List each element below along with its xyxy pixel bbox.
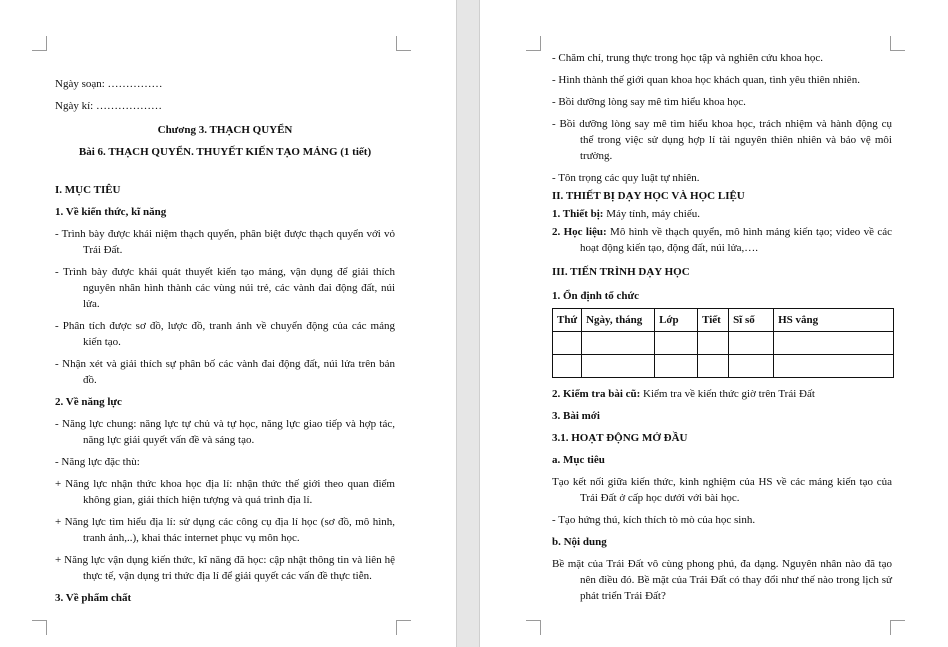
competence-item: + Năng lực vận dụng kiến thức, kĩ năng đã học: cập nhật thông tin và liên hệ thực tế, vận dụng tri thức địa lí để giải quyết các vấn đề thực tiễn. [55, 554, 395, 582]
crop-mark-bottom-left [32, 620, 47, 635]
lesson-title: Bài 6. THẠCH QUYỂN. THUYẾT KIẾN TẠO MẢNG (1 tiết) [78, 146, 372, 158]
date-signed: Ngày kí: ……………… [55, 100, 162, 112]
chapter-title: Chương 3. THẠCH QUYỂN [157, 124, 293, 136]
competence-item: - Năng lực đặc thù: [55, 456, 140, 468]
table-header-cell: Sĩ số [729, 309, 774, 332]
crop-mark-top-left [32, 36, 47, 51]
document-page-1 [0, 0, 456, 647]
objective-item: Tạo kết nối giữa kiến thức, kinh nghiệm của HS về các mảng kiến tạo của Trái Đất ở cấp học dưới với bài học. [552, 476, 892, 504]
knowledge-item: - Nhận xét và giải thích sự phân bố các vành đai động đất, núi lửa trên bản đồ. [55, 358, 395, 386]
competence-item: - Năng lực chung: năng lực tự chủ và tự học, năng lực giao tiếp và hợp tác, năng lực giải quyết vấn đề và sáng tạo. [55, 418, 395, 446]
materials-label: 2. Học liệu: [552, 226, 607, 238]
crop-mark-bottom-left [526, 620, 541, 635]
materials-text: Mô hình về thạch quyển, mô hình mảng kiến tạo; video về các hoạt động kiến tạo, động đất, núi lửa,…. [580, 226, 892, 254]
page-gap [456, 0, 480, 647]
review-label: 2. Kiểm tra bài cũ: [552, 388, 641, 400]
document-page-2 [480, 0, 948, 647]
section-equipment: II. THIẾT BỊ DẠY HỌC VÀ HỌC LIỆU [552, 190, 745, 202]
section-procedure: III. TIẾN TRÌNH DẠY HỌC [552, 266, 690, 278]
table-row [553, 332, 894, 355]
content-heading: b. Nội dung [552, 536, 607, 548]
section-objectives: I. MỤC TIÊU [55, 184, 121, 196]
activity-title: 3.1. HOẠT ĐỘNG MỞ ĐẦU [552, 432, 688, 444]
subsection-competence: 2. Về năng lực [55, 396, 122, 408]
objective-item: - Tạo hứng thú, kích thích tò mò của học sinh. [552, 514, 756, 526]
table-header-cell: Thứ [553, 309, 582, 332]
equipment-text: Máy tính, máy chiếu. [603, 208, 700, 220]
quality-item: - Tôn trọng các quy luật tự nhiên. [552, 172, 700, 184]
materials-line [552, 224, 892, 256]
crop-mark-top-left [526, 36, 541, 51]
date-prepared: Ngày soạn: …………… [55, 78, 163, 90]
competence-item: + Năng lực nhận thức khoa học địa lí: nhận thức thế giới theo quan điểm không gian, giải thích hiện tượng và quá trình địa lí. [55, 478, 395, 506]
quality-item: - Bồi dưỡng lòng say mê tìm hiểu khoa học. [552, 96, 746, 108]
knowledge-item: - Trình bày được khái quát thuyết kiến tạo mảng, vận dụng để giải thích nguyên nhân hình thành các vùng núi trẻ, các vành đai động đất, núi lửa. [55, 266, 395, 310]
table-header-cell: Lớp [655, 309, 698, 332]
quality-item: - Chăm chỉ, trung thực trong học tập và nghiên cứu khoa học. [552, 52, 823, 64]
review-line [552, 386, 892, 402]
table-header-cell: Tiết [698, 309, 729, 332]
crop-mark-top-right [396, 36, 411, 51]
competence-item: + Năng lực tìm hiểu địa lí: sử dụng các công cụ địa lí học (sơ đồ, mô hình, tranh ảnh,..), khai thác internet phục vụ môn học. [55, 516, 395, 544]
subsection-new-lesson: 3. Bài mới [552, 410, 600, 422]
table-row [553, 355, 894, 378]
quality-item: - Bồi dưỡng lòng say mê tìm hiểu khoa học, trách nhiệm và hành động cụ thể trong việc sử dụng hợp lí tài nguyên thiên nhiên và bảo vệ môi trường. [552, 118, 892, 162]
page-2-body [552, 50, 892, 610]
table-header-cell: Ngày, tháng [582, 309, 655, 332]
equipment-line [552, 206, 892, 222]
subsection-qualities: 3. Về phẩm chất [55, 592, 132, 604]
content-paragraph: Bề mặt của Trái Đất vô cùng phong phú, đa dạng. Nguyên nhân nào đã tạo nên điều đó. Bề mặt của Trái Đất có thay đổi như thế nào trong lịch sử phát triển Trái Đất? [552, 558, 892, 602]
table-header-cell: HS vắng [774, 309, 894, 332]
table-header-row [553, 309, 894, 332]
crop-mark-top-right [890, 36, 905, 51]
crop-mark-bottom-right [890, 620, 905, 635]
page-1-body [55, 76, 395, 612]
equipment-label: 1. Thiết bị: [552, 208, 604, 220]
attendance-table [552, 308, 894, 378]
quality-item: - Hình thành thế giới quan khoa học khách quan, tình yêu thiên nhiên. [552, 74, 860, 86]
knowledge-item: - Phân tích được sơ đồ, lược đồ, tranh ảnh về chuyển động của các mảng kiến tạo. [55, 320, 395, 348]
crop-mark-bottom-right [396, 620, 411, 635]
objective-heading: a. Mục tiêu [552, 454, 605, 466]
review-text: Kiểm tra về kiến thức giờ trên Trái Đất [640, 388, 815, 400]
subsection-knowledge: 1. Về kiến thức, kĩ năng [55, 206, 167, 218]
subsection-organization: 1. Ổn định tổ chức [552, 290, 639, 302]
knowledge-item: - Trình bày được khái niệm thạch quyển, phân biệt được thạch quyển với vỏ Trái Đất. [55, 228, 395, 256]
